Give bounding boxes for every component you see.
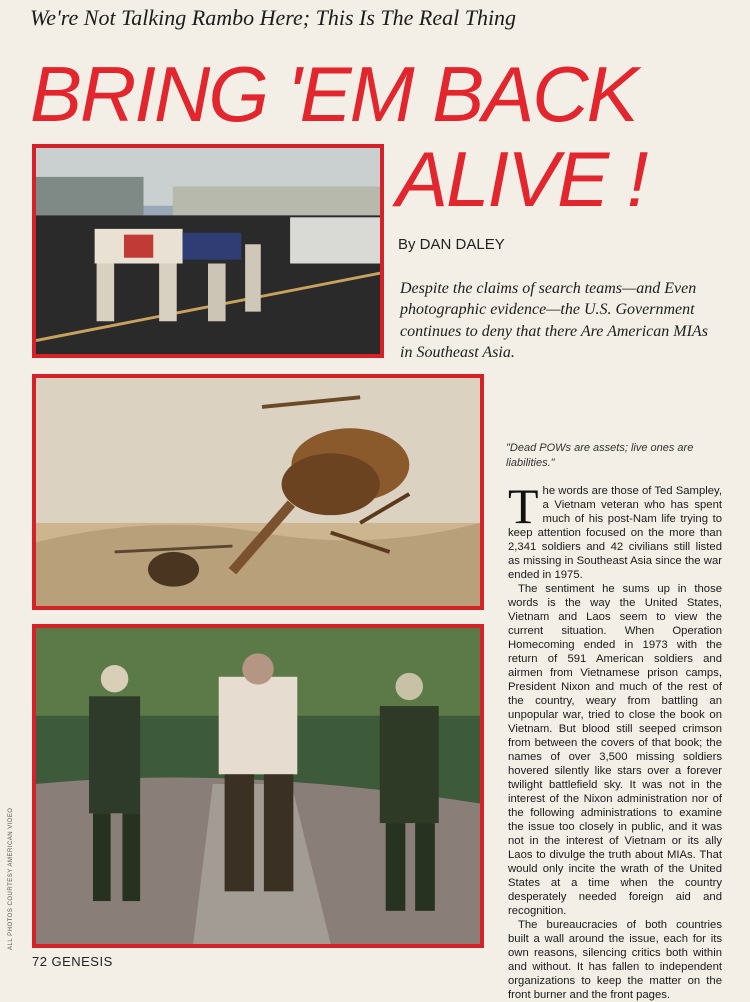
photo-soldiers-escort (32, 624, 484, 948)
headline-line-1: BRING 'EM BACK (30, 50, 637, 138)
drop-cap: T (508, 478, 539, 534)
kicker: We're Not Talking Rambo Here; This Is The Real Thing (30, 5, 517, 30)
photo-credit: ALL PHOTOS COURTESY AMERICAN VIDEO (8, 807, 14, 950)
body-paragraph-3: The bureaucracies of both countries built a wall around the issue, each for its own reasons, silencing critics both within and without. It has fallen to independent organizations to keep the matter on the front burner and the front pages. (508, 919, 722, 1001)
page-folio (32, 954, 113, 969)
body-paragraph-1-text: he words are those of Ted Sampley, a Vietnam veteran who has spent much of his post-Nam life trying to keep attention focused on the more than 2,341 soldiers and 42 civilians still listed as missing in Southeast Asia since the war ended in 1975. (508, 485, 722, 581)
page-number: 72 (32, 954, 48, 969)
pull-quote: "Dead POWs are assets; live ones are liabilities." (506, 442, 694, 469)
byline: By DAN DALEY (398, 236, 505, 253)
magazine-name: GENESIS (51, 954, 113, 969)
body-paragraph-1 (508, 478, 722, 582)
headline-line-2: ALIVE ! (396, 135, 647, 223)
deck: Despite the claims of search teams—and Even photographic evidence—the U.S. Government continues to deny that there Are American MIAs in Southeast Asia. (400, 280, 708, 361)
photo-helicopter (32, 374, 484, 610)
body-paragraph-2: The sentiment he sums up in those words is the way the United States, Vietnam and Laos seem to view the current situation. When Operation Homecoming ended in 1973 with the return of 591 American soldiers and airmen from Vietnamese prison camps, President Nixon and much of the rest of the country, weary from battling an unpopular war, tried to close the book on Vietnam. But blood still seeped crimson from between the covers of that book; the names of over 3,500 missing soldiers hovered silently like stars over a forever twilight battlefield sky. It was not in the interest of the Nixon administration nor of the following administrations to examine the issue too closely in public, and it was not in the interest of Vietnam or its ally Laos to divulge the truth about MIAs. That would only incite the wrath of the United States at a time when the country desperately needed foreign aid and recognition. (508, 583, 722, 917)
article-body (508, 478, 722, 1002)
photo-flag-ceremony (32, 144, 384, 358)
